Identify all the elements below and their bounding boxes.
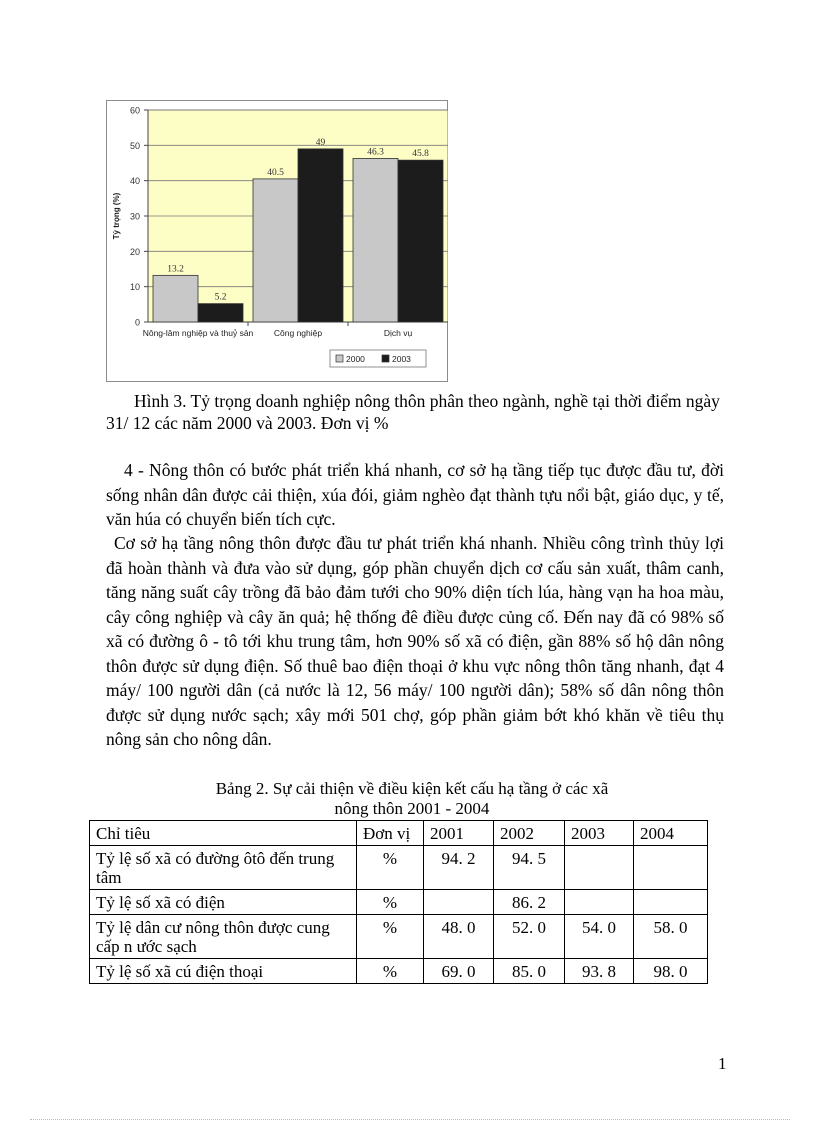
bar-value-label: 5.2 xyxy=(214,292,227,303)
cell-indicator: Tỷ lệ số xã có điện xyxy=(90,890,357,915)
y-tick-label: 60 xyxy=(129,105,140,116)
header-unit: Đơn vị xyxy=(357,821,424,846)
cell-value: 52. 0 xyxy=(494,915,565,959)
page-divider xyxy=(30,1119,790,1120)
cell-indicator: Tỷ lệ số xã có đường ôtô đến trung tâm xyxy=(90,846,357,890)
chart-canvas xyxy=(106,100,448,382)
header-2002: 2002 xyxy=(494,821,565,846)
bar-2003-0 xyxy=(198,304,243,322)
bar-2003-1 xyxy=(298,149,343,322)
x-category-label: Nông-lâm nghiệp và thuỷ sản xyxy=(142,328,254,338)
cell-value xyxy=(565,890,634,915)
x-category-label: Dịch vụ xyxy=(383,328,413,338)
x-category-label: Công nghiệp xyxy=(273,328,323,338)
paragraph-2: Cơ sở hạ tầng nông thôn được đầu tư phát triển khá nhanh. Nhiều công trình thủy lợi đã hoàn thành và đưa vào sử dụng, góp phần chuyển dịch cơ cấu sản xuất, thâm canh, tăng năng suất cây trồng đã bảo đảm tưới cho 90% diện tích lúa, hàng vạn ha hoa màu, cây công nghiệp và cây ăn quả; hệ thống đê điều được củng cố. Đến nay đã có 98% số xã có đường ô - tô tới khu trung tâm, hơn 90% số xã có điện, gần 88% số hộ dân nông thôn được sử dụng điện. Số thuê bao điện thoại ở khu vực nông thôn tăng nhanh, đạt 4 máy/ 100 người dân (cả nước là 12, 56 máy/ 100 người dân); 58% số dân nông thôn được sử dụng nước sạch; xây mới 501 chợ, góp phần giảm bớt khó khăn về tiêu thụ nông sản cho nông dân. xyxy=(106,533,724,749)
cell-value: 85. 0 xyxy=(494,959,565,984)
y-tick-label: 10 xyxy=(129,282,140,293)
table-title xyxy=(90,779,734,819)
y-axis-label: Tỷ trọng (%) xyxy=(112,192,121,240)
cell-unit: % xyxy=(357,959,424,984)
cell-unit: % xyxy=(357,846,424,890)
y-tick-label: 20 xyxy=(129,246,140,257)
y-tick-label: 50 xyxy=(129,140,140,151)
cell-unit: % xyxy=(357,890,424,915)
y-tick-label: 40 xyxy=(129,176,140,187)
cell-unit: % xyxy=(357,915,424,959)
cell-value: 98. 0 xyxy=(634,959,708,984)
cell-value: 94. 2 xyxy=(424,846,494,890)
legend-swatch-2003 xyxy=(382,355,389,362)
cell-indicator: Tỷ lệ dân cư nông thôn được cung cấp n ước sạch xyxy=(90,915,357,959)
cell-value xyxy=(424,890,494,915)
table-row xyxy=(90,890,708,915)
cell-value: 58. 0 xyxy=(634,915,708,959)
cell-value xyxy=(634,846,708,890)
table-title-line2: nông thôn 2001 - 2004 xyxy=(334,799,490,818)
y-tick-label: 0 xyxy=(134,317,140,328)
bar-value-label: 45.8 xyxy=(412,149,429,160)
cell-value: 48. 0 xyxy=(424,915,494,959)
page-number: 1 xyxy=(718,1054,727,1073)
cell-indicator: Tỷ lệ số xã cú điện thoại xyxy=(90,959,357,984)
paragraph-1: 4 - Nông thôn có bước phát triển khá nhanh, cơ sở hạ tầng tiếp tục được đầu tư, đời sống nhân dân được cải thiện, xúa đói, giảm nghèo đạt thành tựu nổi bật, giáo dục, y tế, văn húa có chuyển biến tích cực. xyxy=(106,460,724,529)
cell-value: 69. 0 xyxy=(424,959,494,984)
bar-2000-2 xyxy=(353,158,398,322)
table-row xyxy=(90,915,708,959)
header-2004: 2004 xyxy=(634,821,708,846)
cell-value xyxy=(634,890,708,915)
bar-2000-0 xyxy=(153,275,198,322)
cell-value: 94. 5 xyxy=(494,846,565,890)
bar-value-label: 49 xyxy=(315,137,326,148)
legend-label-2000: 2000 xyxy=(346,354,365,364)
header-indicator: Chỉ tiêu xyxy=(90,821,357,846)
header-2001: 2001 xyxy=(424,821,494,846)
bar-2000-1 xyxy=(253,179,298,322)
table-title-line1: Bảng 2. Sự cải thiện về điều kiện kết cấu hạ tầng ở các xã xyxy=(215,779,609,798)
figure-caption: Hình 3. Tỷ trọng doanh nghiệp nông thôn phân theo ngành, nghề tại thời điểm ngày 31/ 12 các năm 2000 và 2003. Đơn vị % xyxy=(106,391,720,433)
bar-chart xyxy=(106,100,448,382)
header-2003: 2003 xyxy=(565,821,634,846)
table-header-row xyxy=(90,821,708,846)
table-row xyxy=(90,846,708,890)
legend-swatch-2000 xyxy=(336,355,343,362)
cell-value xyxy=(565,846,634,890)
legend-label-2003: 2003 xyxy=(392,354,411,364)
bar-value-label: 40.5 xyxy=(267,167,284,178)
y-tick-label: 30 xyxy=(129,211,140,222)
legend-box xyxy=(330,350,426,367)
infrastructure-table xyxy=(89,820,708,984)
bar-value-label: 13.2 xyxy=(167,264,184,275)
table-row xyxy=(90,959,708,984)
cell-value: 86. 2 xyxy=(494,890,565,915)
bar-2003-2 xyxy=(398,160,443,322)
cell-value: 93. 8 xyxy=(565,959,634,984)
bar-value-label: 46.3 xyxy=(367,147,384,158)
cell-value: 54. 0 xyxy=(565,915,634,959)
